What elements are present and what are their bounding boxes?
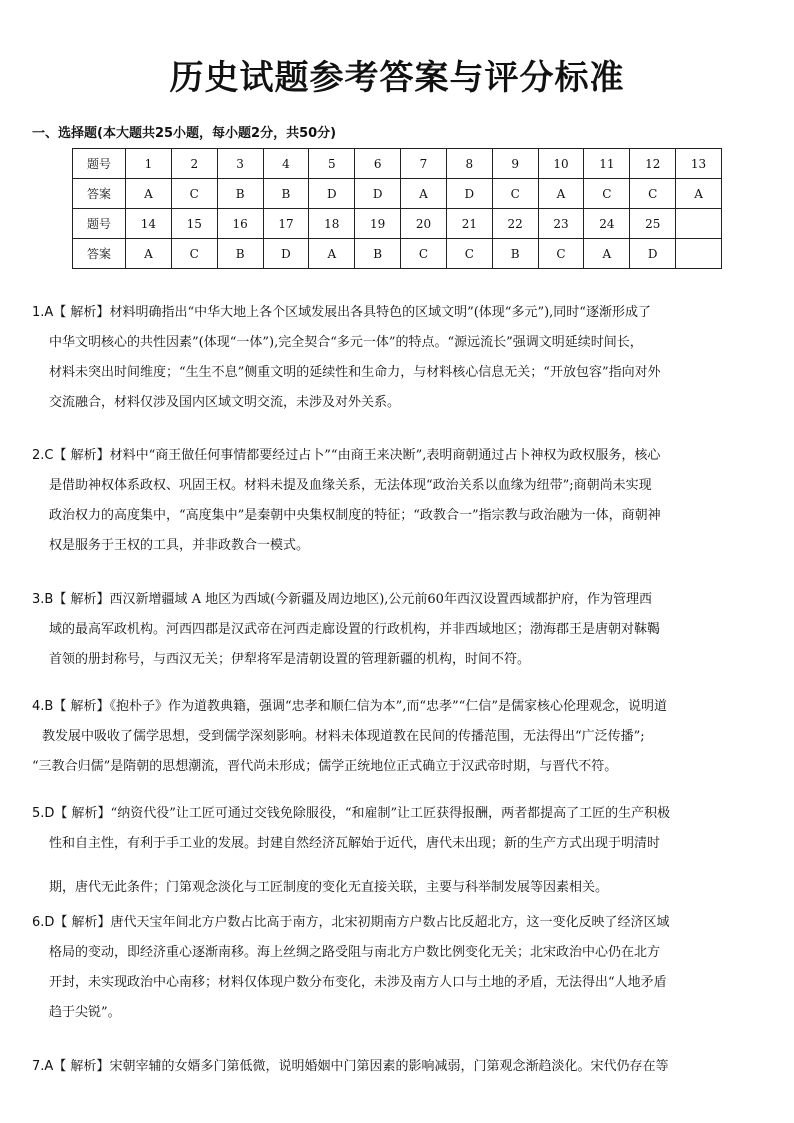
table-cell: 5 [309,149,355,179]
row-label: 答案 [73,179,126,209]
table-cell: 23 [538,209,584,239]
table-cell: 11 [584,149,630,179]
table-cell: A [126,239,172,269]
table-cell: 21 [446,209,492,239]
answer-table [72,148,722,269]
answer-tag: 7.A【 解析】 [32,1059,110,1074]
explanation-item [32,692,767,782]
explanation-line: 1.A【 解析】材料明确指出“中华大地上各个区域发展出各具特色的区域文明”(体现“多元”),同时“逐渐形成了 [32,305,651,320]
explanation-item [32,441,767,561]
question-number-row [73,209,722,239]
explanation-line: 中华文明核心的共性因素”(体现“一体”),完全契合“多元一体”的特点。“源远流长”强调文明延续时间长， [49,335,643,350]
explanation-line: 4.B【 解析】《抱朴子》作为道教典籍，强调“忠孝和顺仁信为本”,而“忠孝”“仁信”是儒家核心伦理观念，说明道 [32,699,667,714]
table-cell: 13 [676,149,722,179]
explanation-line: 交流融合，材料仅涉及国内区域文明交流，未涉及对外关系。 [49,395,401,410]
table-cell: 6 [355,149,401,179]
answer-tag: 3.B【 解析】 [32,592,110,607]
table-cell: C [171,179,217,209]
table-cell: A [584,239,630,269]
explanation-line: 材料未突出时间维度；“生生不息”侧重文明的延续性和生命力，与材料核心信息无关；“开放包容”指向对外 [49,365,661,380]
explanation-line: 性和自主性，有利于手工业的发展。封建自然经济瓦解始于近代，唐代未出现；新的生产方式出现于明清时 [49,836,661,851]
explanation-line: 2.C【 解析】材料中“商王做任何事情都要经过占卜”“由商王来决断”,表明商朝通过占卜神权为政权服务，核心 [32,448,661,463]
table-cell: 24 [584,209,630,239]
explanation-line: 首领的册封称号，与西汉无关；伊犁将军是清朝设置的管理新疆的机构，时间不符。 [49,652,531,667]
answer-row [73,239,722,269]
table-cell: D [309,179,355,209]
explanation-line: 5.D【 解析】“纳资代役”让工匠可通过交钱免除服役，“和雇制”让工匠获得报酬，两者都提高了工匠的生产积极 [32,806,671,821]
table-cell: D [630,239,676,269]
table-cell: 16 [217,209,263,239]
table-cell: C [538,239,584,269]
table-cell: A [309,239,355,269]
explanation-item [32,585,767,675]
question-number-row [73,149,722,179]
table-cell [676,239,722,269]
explanation-item [32,298,767,418]
table-cell: C [630,179,676,209]
explanation-line: 期，唐代无此条件；门第观念淡化与工匠制度的变化无直接关联，主要与科举制发展等因素相关。 [49,880,609,895]
explanation-line: “三教合归儒”是隋朝的思想潮流，晋代尚未形成；儒学正统地位正式确立于汉武帝时期，与晋代不符。 [32,759,618,774]
table-cell: C [446,239,492,269]
table-cell: B [217,179,263,209]
table-cell: 20 [401,209,447,239]
row-label: 题号 [73,209,126,239]
table-cell: C [171,239,217,269]
table-cell: 10 [538,149,584,179]
explanation-line: 政治权力的高度集中，“高度集中”是秦朝中央集权制度的特征；“政教合一”指宗教与政治融为一体，商朝神 [49,508,661,523]
table-cell: 12 [630,149,676,179]
table-cell [676,209,722,239]
explanation-line: 开封，未实现政治中心南移；材料仅体现户数分布变化，未涉及南方人口与土地的矛盾，无法得出“人地矛盾 [49,975,667,990]
answer-tag: 5.D【 解析】 [32,806,111,821]
table-cell: 18 [309,209,355,239]
table-cell: 9 [492,149,538,179]
explanation-line: 权是服务于王权的工具，并非政教合一模式。 [49,538,310,553]
table-cell: B [263,179,309,209]
explanation-line: 6.D【 解析】唐代天宝年间北方户数占比高于南方，北宋初期南方户数占比反超北方，这一变化反映了经济区域 [32,915,670,930]
row-label: 题号 [73,149,126,179]
explanation-line: 3.B【 解析】西汉新增疆域 A 地区为西域(今新疆及周边地区),公元前60年西汉设置西域都护府，作为管理西 [32,592,652,607]
table-cell: D [263,239,309,269]
table-cell: D [355,179,401,209]
table-cell: 8 [446,149,492,179]
table-cell: 15 [171,209,217,239]
explanation-line: 教发展中吸收了儒学思想，受到儒学深刻影响。材料未体现道教在民间的传播范围，无法得出“广泛传播”; [42,729,645,744]
answer-tag: 4.B【 解析】 [32,699,110,714]
section-heading: 一、选择题(本大题共25小题，每小题2分，共50分) [32,126,337,141]
table-cell: 14 [126,209,172,239]
explanation-line: 格局的变动，即经济重心逐渐南移。海上丝绸之路受阻与南北方户数比例变化无关；北宋政治中心仍在北方 [49,945,661,960]
table-cell: 3 [217,149,263,179]
explanation-item [32,1052,767,1082]
table-cell: A [676,179,722,209]
page-title: 历史试题参考答案与评分标准 [169,58,625,98]
table-cell: 7 [401,149,447,179]
table-cell: 1 [126,149,172,179]
explanation-line: 趋于尖锐”。 [49,1005,121,1020]
answer-row [73,179,722,209]
table-cell: 2 [171,149,217,179]
answer-tag: 2.C【 解析】 [32,448,110,463]
table-cell: 4 [263,149,309,179]
row-label: 答案 [73,239,126,269]
table-cell: C [492,179,538,209]
table-cell: C [584,179,630,209]
explanation-line: 7.A【 解析】宋朝宰辅的女婿多门第低微，说明婚姻中门第因素的影响减弱，门第观念渐趋淡化。宋代仍存在等 [32,1059,669,1074]
table-cell: D [446,179,492,209]
table-cell: C [401,239,447,269]
table-cell: B [217,239,263,269]
table-cell: B [355,239,401,269]
explanation-item [32,908,767,1028]
explanation-line: 是借助神权体系政权、巩固王权。材料未提及血缘关系，无法体现“政治关系以血缘为纽带”;商朝尚未实现 [49,478,652,493]
table-cell: 17 [263,209,309,239]
table-cell: A [126,179,172,209]
table-cell: B [492,239,538,269]
table-cell: A [538,179,584,209]
table-cell: 22 [492,209,538,239]
table-cell: 19 [355,209,401,239]
explanation-item [32,799,767,903]
table-cell: 25 [630,209,676,239]
answer-tag: 6.D【 解析】 [32,915,111,930]
explanation-line: 域的最高军政机构。河西四郡是汉武帝在河西走廊设置的行政机构，并非西域地区；渤海郡王是唐朝对靺鞨 [49,622,661,637]
table-cell: A [401,179,447,209]
answer-tag: 1.A【 解析】 [32,305,110,320]
